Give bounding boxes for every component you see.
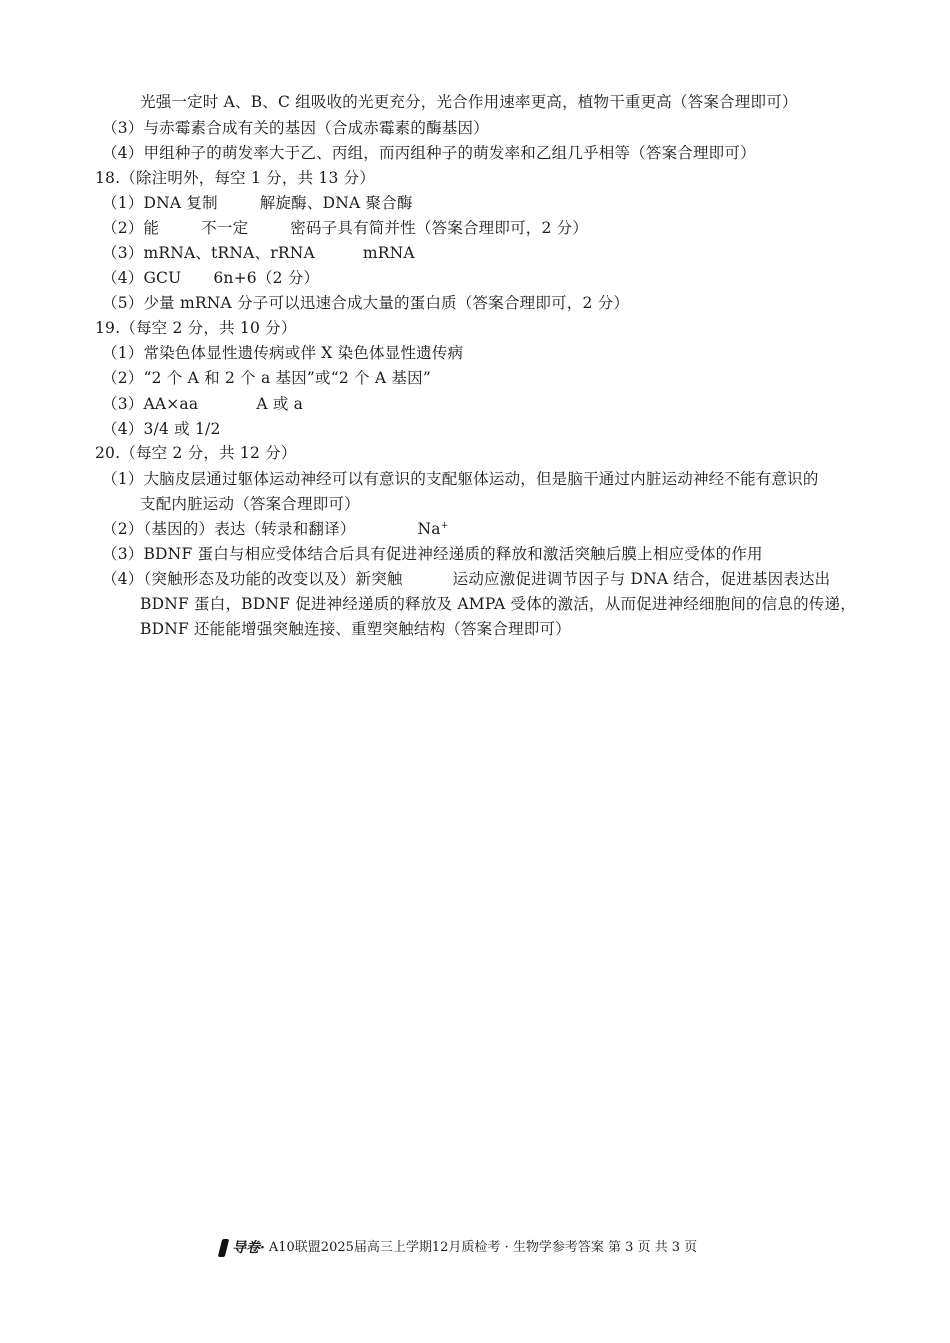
answer-part: Na [417,520,441,538]
answer-part: 密码子具有简并性（答案合理即可，2 分） [290,219,589,237]
answer-part: 6n+6（2 分） [213,269,320,287]
answer-part: mRNA [362,244,415,262]
answer-line: （3）BDNF 蛋白与相应受体结合后具有促进神经递质的释放和激活突触后膜上相应受体的作用 [102,545,763,563]
answer-line: 支配内脏运动（答案合理即可） [140,495,360,513]
publisher-logo [220,1238,265,1258]
answer-part: （2）（基因的）表达（转录和翻译） [102,520,356,538]
answer-line [102,193,413,213]
answer-line [102,243,415,263]
answer-line: （5）少量 mRNA 分子可以迅速合成大量的蛋白质（答案合理即可，2 分） [102,294,630,312]
answer-part: （4）（突触形态及功能的改变以及）新突触 [102,570,403,588]
answer-line [102,218,588,238]
sodium-ion [418,520,449,538]
question-heading-18: 18.（除注明外，每空 1 分，共 13 分） [95,169,376,187]
answer-line: BDNF 蛋白，BDNF 促进神经递质的释放及 AMPA 受体的激活，从而促进神经细胞间的信息的传递， [140,595,856,613]
page-footer [220,1238,697,1258]
answer-part: 解旋酶、DNA 聚合酶 [259,194,413,212]
answer-part: （3）AA×aa [102,395,199,413]
answer-line: （2）“2 个 A 和 2 个 a 基因”或“2 个 A 基因” [102,369,431,387]
answer-line [102,569,830,589]
answer-part: （2）能 [102,219,160,237]
answer-line: （3）与赤霉素合成有关的基因（合成赤霉素的酶基因） [102,119,489,137]
answer-line: （1）常染色体显性遗传病或伴 X 染色体显性遗传病 [102,344,464,362]
answer-line: 光强一定时 A、B、C 组吸收的光更充分，光合作用速率更高，植物干重更高（答案合理即可） [140,93,798,111]
question-heading-20: 20.（每空 2 分，共 12 分） [95,444,297,462]
ion-charge: + [440,521,449,531]
question-heading-19: 19.（每空 2 分，共 10 分） [95,319,297,337]
answer-part: （3）mRNA、tRNA、rRNA [102,244,315,262]
answer-part: （4）GCU [102,269,182,287]
logo-text: 导卷· [232,1240,265,1256]
answer-part: 不一定 [201,219,249,237]
answer-line: （4）甲组种子的萌发率大于乙、丙组，而丙组种子的萌发率和乙组几乎相等（答案合理即可） [102,144,756,162]
answer-part: A 或 a [256,395,304,413]
answer-line: BDNF 还能能增强突触连接、重塑突触结构（答案合理即可） [140,620,571,638]
answer-line [102,394,303,414]
answer-line [102,268,319,288]
answer-line [102,519,448,539]
answer-line: （1）大脑皮层通过躯体运动神经可以有意识的支配躯体运动，但是脑干通过内脏运动神经不能有意识的 [102,470,819,488]
answer-part: 运动应激促进调节因子与 DNA 结合，促进基因表达出 [452,570,831,588]
footer-text: A10联盟2025届高三上学期12月质检考 · 生物学参考答案 第 3 页 共 3 页 [268,1240,698,1255]
logo-mark-icon [218,1239,229,1257]
answer-part: （1）DNA 复制 [102,194,218,212]
answer-line: （4）3/4 或 1/2 [102,420,221,438]
